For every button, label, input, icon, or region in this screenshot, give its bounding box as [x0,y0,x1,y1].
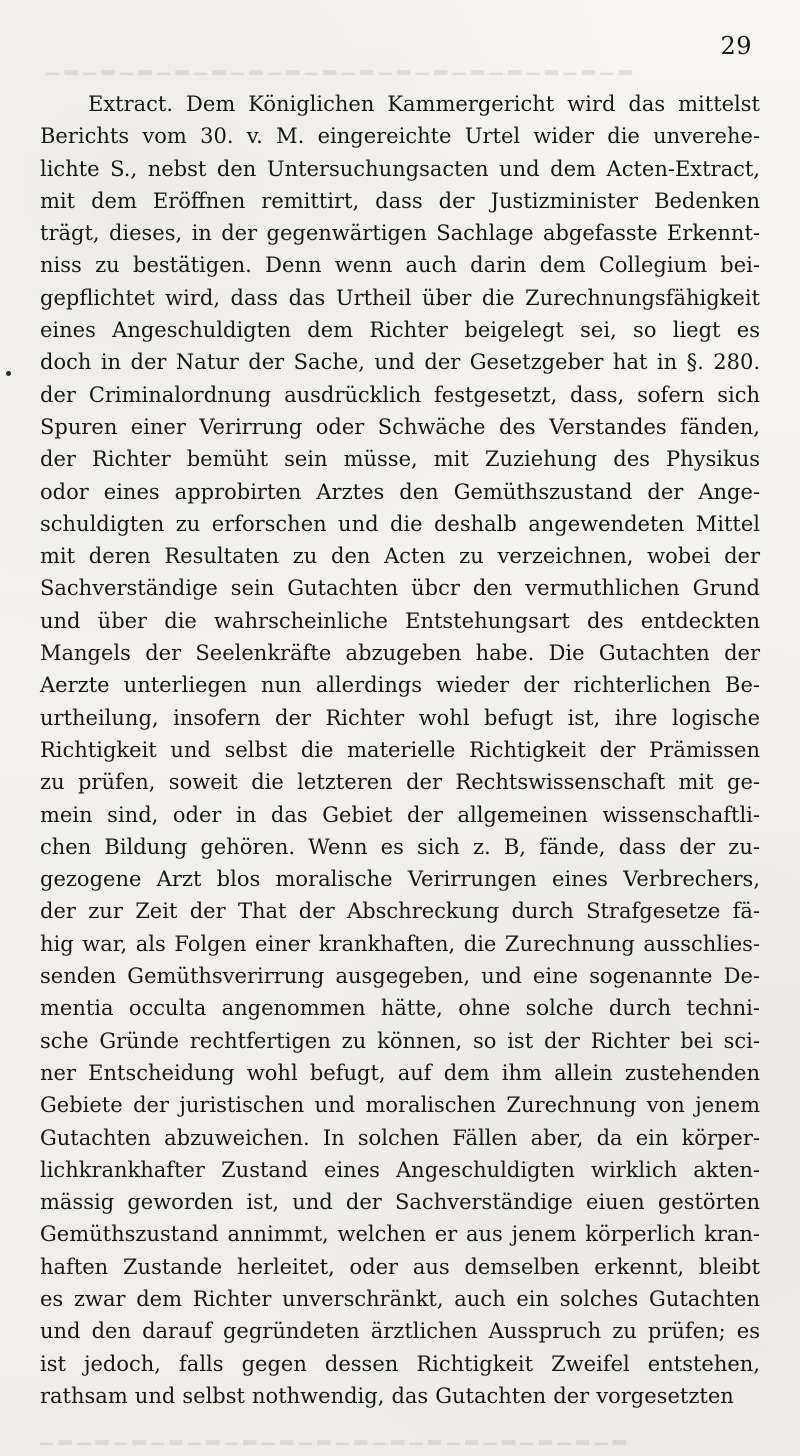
text-line: trägt, dieses, in der gegenwärtigen Sachlage abgefasste Erkennt- [40,221,760,246]
text-line: gezogene Arzt blos moralische Verirrungen eines Verbrechers, [40,867,760,892]
text-line: der Richter bemüht sein müsse, mit Zuziehung des Physikus [40,447,760,472]
text-line: Mangels der Seelenkräfte abzugeben habe. Die Gutachten der [40,641,760,666]
text-line: rathsam und selbst nothwendig, das Gutachten der vorgesetzten [40,1383,734,1408]
show-through-top: ▁ ▂ ▁ ▂ ▁ ▂ ▁ ▂ ▁ ▂ ▁ ▂ ▁ ▂ ▁ ▂ ▁ ▂ ▁ ▂ ▁ ▂ ▁ ▂ ▁ ▂ ▁ ▂ ▁ ▂ ▁ ▂ [46,56,632,76]
text-line: lichkrankhafter Zustand eines Angeschuldigten wirklich akten- [40,1157,760,1182]
text-line: Gemüthszustand annimmt, welchen er aus jenem körperlich kran- [40,1222,760,1247]
text-line: odor eines approbirten Arztes den Gemüthszustand der Ange- [40,479,760,504]
body-text [40,88,760,1412]
text-line: eines Angeschuldigten dem Richter beigelegt sei, so liegt es [40,318,760,343]
show-through-bottom: ▁ ▂ ▁ ▂ ▁ ▂ ▁ ▂ ▁ ▂ ▁ ▂ ▁ ▂ ▁ ▂ ▁ ▂ ▁ ▂ ▁ ▂ ▁ ▂ ▁ ▂ ▁ ▂ ▁ ▂ ▁ ▂ [40,1426,626,1446]
text-line: Spuren einer Verirrung oder Schwäche des Verstandes fänden, [40,414,760,439]
text-line: urtheilung, insofern der Richter wohl befugt ist, ihre logische [40,705,760,730]
text-line: mässig geworden ist, und der Sachverständige eiuen gestörten [40,1190,760,1215]
text-line: senden Gemüthsverirrung ausgegeben, und eine sogenannte De- [40,964,760,989]
text-line: mit dem Eröffnen remittirt, dass der Justizminister Bedenken [40,188,760,213]
text-line: Gutachten abzuweichen. In solchen Fällen aber, da ein körper- [40,1125,760,1150]
text-line: haften Zustande herleitet, oder aus demselben erkennt, bleibt [40,1254,760,1279]
text-line: und über die wahrscheinliche Entstehungsart des entdeckten [40,608,760,633]
page-number: 29 [720,32,752,60]
text-line: Aerzte unterliegen nun allerdings wieder der richterlichen Be- [40,673,760,698]
text-line: lichte S., nebst den Untersuchungsacten und dem Acten-Extract, [40,156,760,181]
text-line: schuldigten zu erforschen und die deshalb angewendeten Mittel [40,511,760,536]
text-line: niss zu bestätigen. Denn wenn auch darin dem Collegium bei- [40,253,760,278]
text-line: und den darauf gegründeten ärztlichen Ausspruch zu prüfen; es [40,1319,760,1344]
text-line: Extract. Dem Königlichen Kammergericht wird das mittelst [88,92,760,116]
text-line: der zur Zeit der That der Abschreckung durch Strafgesetze fä- [40,899,760,924]
text-line: ist jedoch, falls gegen dessen Richtigkeit Zweifel entstehen, [40,1351,760,1376]
text-line: Berichts vom 30. v. M. eingereichte Urtel wider die unverehe- [40,124,760,149]
text-line: Gebiete der juristischen und moralischen Zurechnung von jenem [40,1093,760,1118]
text-line: Sachverständige sein Gutachten übcr den vermuthlichen Grund [40,576,760,601]
text-line: mein sind, oder in das Gebiet der allgemeinen wissenschaftli- [40,802,760,827]
text-line: gepflichtet wird, dass das Urtheil über die Zurechnungsfähigkeit [40,285,760,310]
text-line: mentia occulta angenommen hätte, ohne solche durch techni- [40,996,760,1021]
text-line: Richtigkeit und selbst die materielle Richtigkeit der Prämissen [40,737,760,762]
text-line: zu prüfen, soweit die letzteren der Rechtswissenschaft mit ge- [40,770,760,795]
text-line: ner Entscheidung wohl befugt, auf dem ihm allein zustehenden [40,1060,760,1085]
text-line: mit deren Resultaten zu den Acten zu verzeichnen, wobei der [40,544,760,569]
text-line: der Criminalordnung ausdrücklich festgesetzt, dass, sofern sich [40,382,760,407]
text-line: doch in der Natur der Sache, und der Gesetzgeber hat in §. 280. [40,350,760,375]
text-line: chen Bildung gehören. Wenn es sich z. B, fände, dass der zu- [40,834,760,859]
text-line: es zwar dem Richter unverschränkt, auch ein solches Gutachten [40,1286,760,1311]
text-line: hig war, als Folgen einer krankhaften, die Zurechnung ausschlies- [40,931,760,956]
margin-mark [6,371,11,376]
text-line: sche Gründe rechtfertigen zu können, so ist der Richter bei sci- [40,1028,760,1053]
